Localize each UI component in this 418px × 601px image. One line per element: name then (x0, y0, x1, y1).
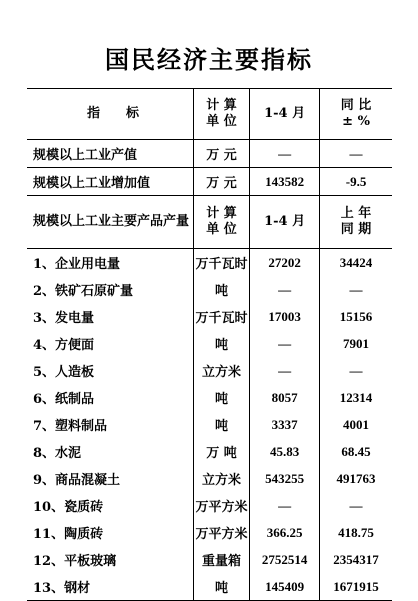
row-name: 10、瓷质砖 (27, 492, 193, 519)
table-row (27, 276, 392, 303)
row-unit: 吨 (193, 411, 249, 438)
row-unit: 吨 (193, 384, 249, 411)
row-unit: 吨 (193, 330, 249, 357)
row-unit: 万 吨 (193, 438, 249, 465)
row-value: 145409 (250, 573, 320, 601)
row-name: 规模以上工业产值 (27, 140, 193, 168)
row-unit: 立方米 (193, 465, 249, 492)
row-value: — (250, 140, 320, 168)
row-unit: 吨 (193, 573, 249, 601)
header-yoy-line2: ± % (342, 114, 370, 129)
table-row (27, 303, 392, 330)
row-prev: 34424 (339, 254, 373, 270)
indicators-table (27, 88, 392, 601)
products-header-prev-line1: 上 年 (340, 206, 372, 221)
row-prev: 418.75 (338, 524, 374, 540)
row-name: 4、方便面 (27, 330, 193, 357)
row-unit: 万 元 (193, 168, 249, 196)
header-yoy (320, 89, 392, 140)
table-row (27, 411, 392, 438)
table-row (27, 330, 392, 357)
table-row (27, 357, 392, 384)
row-value: 45.83 (250, 438, 320, 465)
row-prev: 2354317 (333, 551, 379, 567)
table-row (27, 573, 392, 601)
row-prev: 7901 (343, 335, 370, 351)
row-value: 2752514 (250, 546, 320, 573)
table-row (27, 384, 392, 411)
row-yoy: -9.5 (320, 168, 392, 196)
row-unit: 立方米 (193, 357, 249, 384)
products-header-prev (320, 196, 392, 249)
table-row (27, 546, 392, 573)
row-value: 8057 (250, 384, 320, 411)
row-prev: 12314 (339, 389, 373, 405)
row-value: — (250, 330, 320, 357)
header-unit (193, 89, 249, 140)
row-prev: — (349, 497, 363, 513)
table-header-row (27, 89, 392, 140)
row-prev: — (349, 362, 363, 378)
row-value: 17003 (250, 303, 320, 330)
products-header-period: 1-4 月 (250, 196, 320, 249)
row-value: 543255 (250, 465, 320, 492)
row-value: — (250, 492, 320, 519)
row-prev: 491763 (336, 470, 376, 486)
table-row (27, 140, 392, 168)
row-name: 3、发电量 (27, 303, 193, 330)
row-value: 143582 (250, 168, 320, 196)
row-unit: 万千瓦时 (193, 303, 249, 330)
products-header-name: 规模以上工业主要产品产量 (27, 196, 193, 249)
row-value: — (250, 276, 320, 303)
row-name: 11、陶质砖 (27, 519, 193, 546)
row-name: 5、人造板 (27, 357, 193, 384)
products-header-row (27, 196, 392, 249)
row-prev: 1671915 (320, 573, 392, 601)
row-unit: 万 元 (193, 140, 249, 168)
row-name: 1、企业用电量 (27, 249, 193, 277)
header-unit-line2: 单 位 (206, 114, 237, 129)
table-row (27, 438, 392, 465)
row-value: 27202 (250, 249, 320, 277)
table-row (27, 465, 392, 492)
row-unit: 万平方米 (193, 492, 249, 519)
header-indicator: 指 标 (27, 89, 193, 140)
row-yoy: — (320, 140, 392, 168)
row-value: — (250, 357, 320, 384)
row-unit: 万千瓦时 (193, 249, 249, 277)
products-header-prev-line2: 同 期 (340, 222, 372, 237)
header-period: 1-4 月 (250, 89, 320, 140)
table-row (27, 519, 392, 546)
row-name: 7、塑料制品 (27, 411, 193, 438)
table-row (27, 249, 392, 277)
header-yoy-line1: 同 比 (340, 98, 372, 113)
table-row (27, 492, 392, 519)
row-prev: 68.45 (341, 443, 371, 459)
row-value: 3337 (250, 411, 320, 438)
row-prev: 4001 (343, 416, 370, 432)
row-name: 规模以上工业增加值 (27, 168, 193, 196)
row-unit: 吨 (193, 276, 249, 303)
row-name: 13、钢材 (27, 573, 193, 601)
row-prev: — (349, 281, 363, 297)
row-name: 9、商品混凝土 (27, 465, 193, 492)
row-value: 366.25 (250, 519, 320, 546)
row-unit: 重量箱 (193, 546, 249, 573)
row-name: 8、水泥 (27, 438, 193, 465)
products-header-unit-line2: 单 位 (206, 222, 237, 237)
page-title: 国民经济主要指标 (105, 45, 313, 74)
row-name: 6、纸制品 (27, 384, 193, 411)
row-prev: 15156 (339, 308, 373, 324)
row-unit: 万平方米 (193, 519, 249, 546)
row-name: 12、平板玻璃 (27, 546, 193, 573)
row-name: 2、铁矿石原矿量 (27, 276, 193, 303)
table-row (27, 168, 392, 196)
products-header-unit (193, 196, 249, 249)
products-header-unit-line1: 计 算 (206, 206, 237, 221)
header-unit-line1: 计 算 (206, 98, 237, 113)
